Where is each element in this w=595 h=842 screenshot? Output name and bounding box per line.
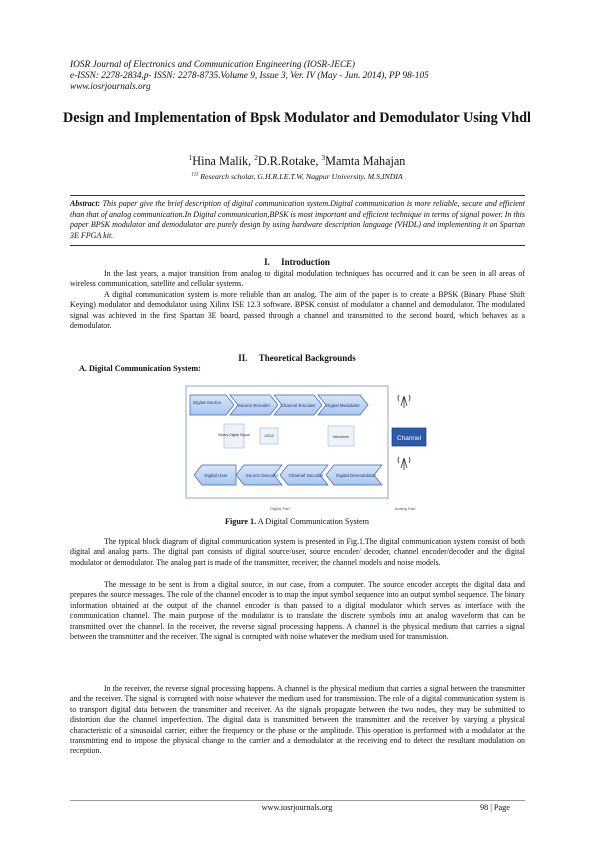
section-2-number: II. <box>238 353 248 363</box>
binary-code-label: 10010 <box>264 434 274 438</box>
author-list <box>62 154 532 169</box>
page-number: 98 | Page <box>480 803 510 812</box>
subsection-heading: A. Digital Communication System: <box>79 364 201 373</box>
author-2: D.R.Rotake, <box>257 154 322 168</box>
waveform-label: Waveform <box>333 435 349 439</box>
section-1-heading <box>62 257 532 267</box>
abstract-bottom-rule <box>70 245 525 246</box>
source-decoder-label: Source Decoder <box>245 473 279 478</box>
channel-label: Channel <box>396 435 422 442</box>
intro-paragraph-2: A digital communication system is more reliable than an analog. The aim of the paper is to create a BPSK (Binary Phase Shift Keying) modulator and demodulator using Xilinx ISE 12.3 software. BPSK consist of modulator a channel and demodulator. The modulated signal was achieved in the first Spartan 3E board, passed through a channel and transmitted to the second board, which behaves as a demodulator. <box>70 290 525 331</box>
author-3-sup: 3 <box>321 152 326 162</box>
section-1-title: Introduction <box>281 257 330 267</box>
middle-blocks <box>218 424 354 448</box>
affiliation-sup: 123 <box>191 172 199 178</box>
section-1-number: I. <box>264 257 270 267</box>
channel-decoder-label: Channel Decoder <box>288 473 324 478</box>
channel-encoder-label: Channel Encoder <box>280 403 316 408</box>
affiliation <box>62 172 532 181</box>
author-1: Hina Malik, <box>192 154 255 168</box>
intro-paragraph-1: In the last years, a major transition from analog to digital modulation techniques has occurred and it can be seen in all areas of wireless communication, satellite and cellular systems. <box>70 269 525 289</box>
figure-caption <box>62 517 532 526</box>
author-3: Mamta Mahajan <box>325 154 406 168</box>
body-paragraph-3: In the receiver, the reverse signal processing happens. A channel is the physical medium that carries a signal between the transmitter and the receiver. The signal is corrupted with noise whatever the medium used for transmission. The role of a digital communication system is to transport digital data between the transmitter and receiver. As the signals propagate between the two nodes, they may be submitted to distortion due the channel imperfection. The digital data is transmitted between the transmitter and the receiver by varying a physical characteristic of a sinusoidal carrier, either the frequency or the phase or the amplitude. This operation is performed with a modulator at the transmitting end to impose the physical change to the carrier and a demodulator at the receiving end to detect the resultant modulation on reception. <box>70 684 525 756</box>
antenna-top-icon <box>398 395 410 408</box>
body-paragraph-2: The message to be sent is from a digital source, in our case, from a computer. The source encoder accepts the digital data and prepares the source messages. The role of the channel encoder is to map the input symbol sequence into an output symbol sequence. The binary information obtained at the output of the channel encoder is than passed to a digital modulator which serves as interface with the communication channel. The main purpose of the modulator is to translate the discrete symbols into an analog waveform that can be transmitted over the channel. In the receiver, the reverse signal processing happens. A channel is the physical medium that carries a signal between the transmitter and the receiver. The signal is corrupted with noise whatever the medium used for transmission. <box>70 580 525 642</box>
figure-1-diagram <box>180 378 430 513</box>
digital-source-block <box>190 395 234 415</box>
affiliation-text: Research scholar, G.H.R.I.E.T.W, Nagpur University, M.S,INDIA <box>198 172 403 181</box>
top-row-blocks <box>190 395 368 415</box>
digital-modulator-label: Digital Modulator <box>326 403 360 408</box>
abstract-top-rule <box>70 195 525 196</box>
digital-source-label: Digital Source <box>192 400 222 405</box>
section-2-title: Theoretical Backgrounds <box>258 353 356 363</box>
author-2-sup: 2 <box>254 152 258 162</box>
body-paragraph-1: The typical block diagram of digital communication system is presented in Fig.1.The digital communication system consist of both digital and analog parts. The digital part consists of digital source/user, source encoder/ decoder, channel encoder/decoder and the digital modulator or demodulator. The analog part is made of the transmitter, receiver, the channel models and noise models. <box>70 537 525 567</box>
journal-issn: e-ISSN: 2278-2834,p- ISSN: 2278-8735.Volume 9, Issue 3, Ver. IV (May - Jun. 2014), PP 98-105 <box>70 71 429 81</box>
binary-signal-label: Binary Digital Signal <box>218 433 250 437</box>
journal-name: IOSR Journal of Electronics and Communication Engineering (IOSR-JECE) <box>70 60 355 70</box>
abstract <box>70 199 525 241</box>
figure-caption-label: Figure 1. <box>224 517 257 526</box>
digital-part-label: Digital Part <box>270 506 290 511</box>
author-1-sup: 1 <box>188 152 193 162</box>
footer-rule <box>70 800 525 801</box>
analog-part-label: Analog Part <box>394 506 416 511</box>
figure-caption-text: A Digital Communication System <box>256 517 370 526</box>
paper-title: Design and Implementation of Bpsk Modulator and Demodulator Using Vhdl <box>63 110 531 126</box>
section-2-heading <box>62 353 532 363</box>
bottom-row-blocks <box>194 465 382 485</box>
abstract-text: This paper give the brief description of digital communication system.Digital communication is more reliable, secure and efficient than that of analog communication.In Digital communication,BPSK is most important and efficient technique in terms of signal power. In this paper BPSK modulator and demodulator are purely design by using hardware description language (VHDL) and implementing it on Spartan 3E FPGA kit. <box>70 199 525 240</box>
journal-url[interactable]: www.iosrjournals.org <box>70 82 151 92</box>
footer-url[interactable]: www.iosrjournals.org <box>261 803 333 812</box>
source-encoder-label: Source Encoder <box>237 403 271 408</box>
digital-user-label: Digital User <box>204 473 228 478</box>
digital-demodulator-label: Digital Demodulator <box>336 473 376 478</box>
antenna-bottom-icon <box>398 457 410 470</box>
abstract-label: Abstract: <box>70 199 101 208</box>
